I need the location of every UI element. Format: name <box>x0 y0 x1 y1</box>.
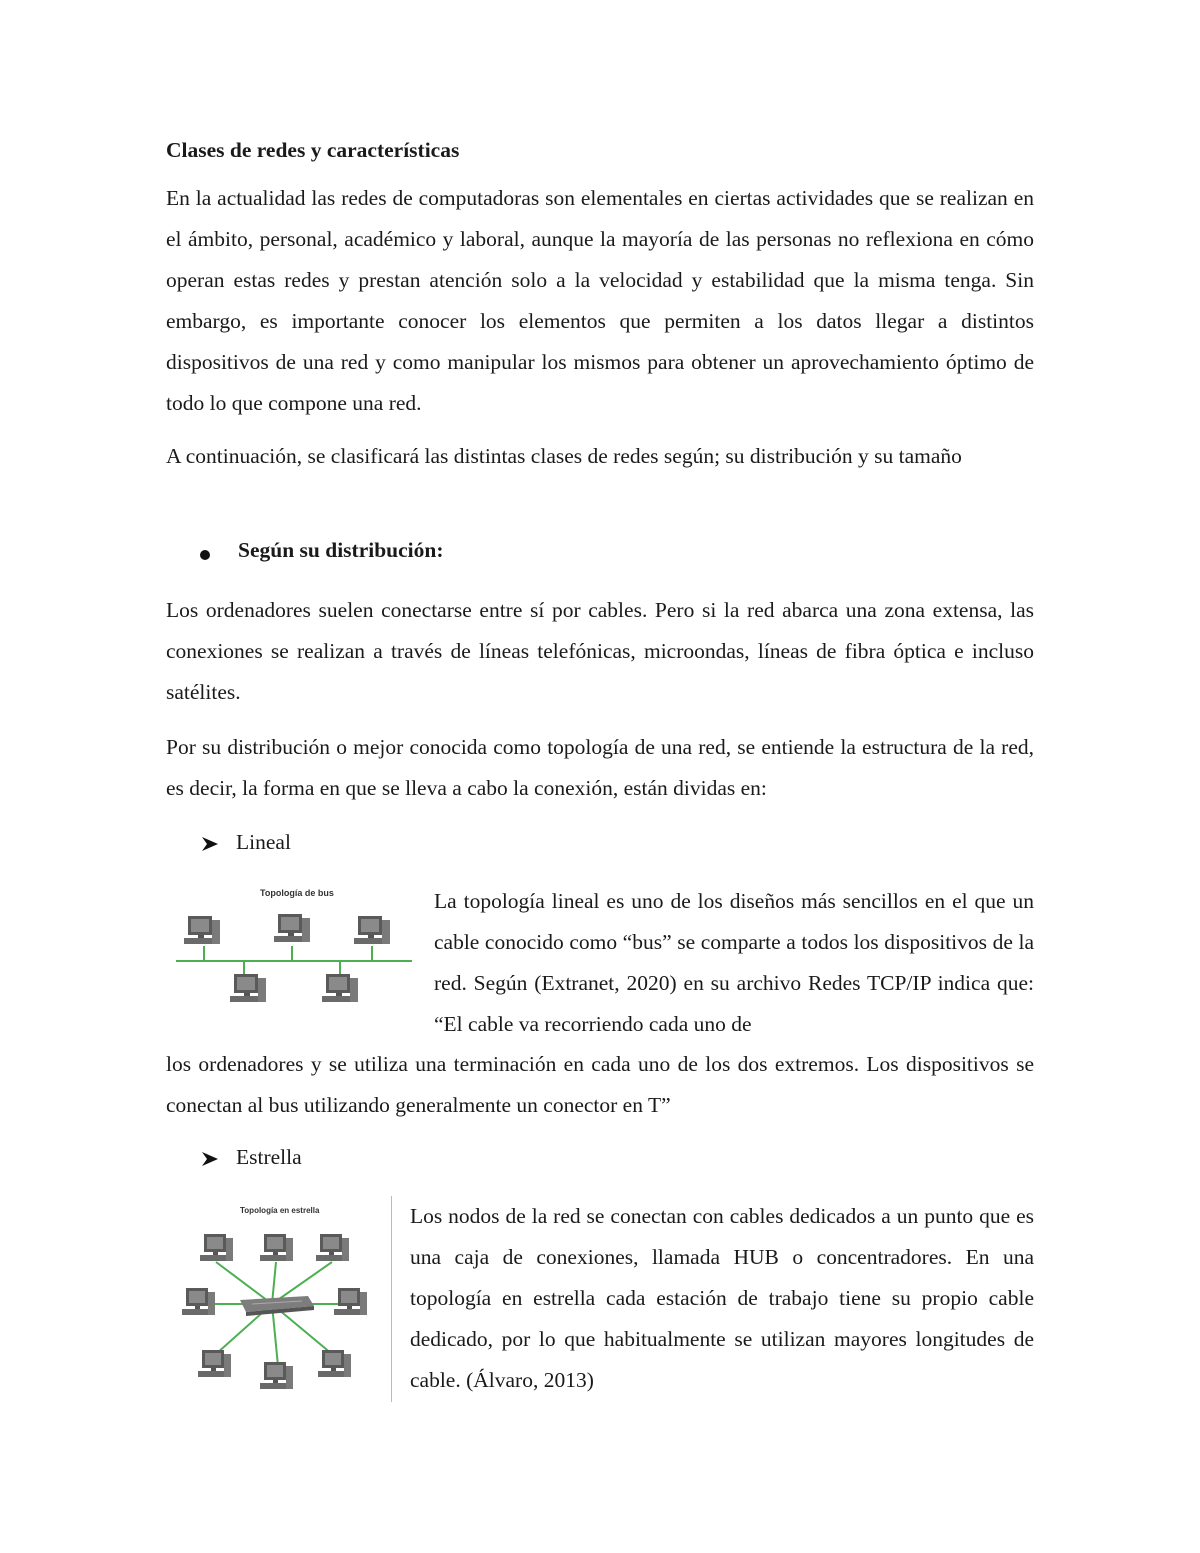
distribution-paragraph-1: Los ordenadores suelen conectarse entre sí por cables. Pero si la red abarca una zona extensa, las conexiones se realizan a través de líneas telefónicas, microondas, líneas de fibra óptica e incluso satélites. <box>166 598 1034 704</box>
lineal-text: La topología lineal es uno de los diseños más sencillos en el que un cable conocido como “bus” se comparte a todos los dispositivos de la red. Según (Extranet, 2020) en su archivo Redes TCP/IP indica que: “El cable va recorriendo cada uno de <box>434 889 1034 1036</box>
figure-divider-line <box>391 1196 392 1402</box>
bullet-dot-icon <box>200 550 210 560</box>
arrowhead-bullet-icon <box>200 1151 220 1167</box>
star-figure-caption: Topología en estrella <box>240 1206 320 1215</box>
bus-topology-figure <box>172 884 416 1014</box>
intro-paragraph: En la actualidad las redes de computadoras son elementales en ciertas actividades que se realizan en el ámbito, personal, académico y laboral, aunque la mayoría de las personas no reflexiona en cómo operan estas redes y prestan atención solo a la velocidad y estabilidad que la misma tenga. Sin embargo, es importante conocer los elementos que permiten a los datos llegar a distintos dispositivos de una red y como manipular los mismos para obtener un aprovechamiento óptimo de todo lo que compone una red. <box>166 186 1034 415</box>
distribution-paragraph-2: Por su distribución o mejor conocida como topología de una red, se entiende la estructura de la red, es decir, la forma en que se lleva a cabo la conexión, están dividas en: <box>166 735 1034 800</box>
lineal-label: Lineal <box>236 830 291 854</box>
hub-icon <box>240 1296 314 1316</box>
star-topology-figure <box>176 1204 382 1400</box>
star-topology-diagram <box>176 1204 382 1400</box>
bullet-heading: Según su distribución: <box>238 538 444 562</box>
classification-paragraph: A continuación, se clasificará las distintas clases de redes según; su distribución y su tamaño <box>166 444 962 468</box>
lineal-text-continued: los ordenadores y se utiliza una terminación en cada uno de los dos extremos. Los dispositivos se conectan al bus utilizando generalmente un conector en T” <box>166 1052 1034 1117</box>
bus-topology-diagram <box>172 884 416 1014</box>
arrowhead-bullet-icon <box>200 836 220 852</box>
estrella-label: Estrella <box>236 1145 302 1169</box>
document-title: Clases de redes y características <box>166 138 460 162</box>
bus-figure-caption: Topología de bus <box>260 888 334 898</box>
estrella-text: Los nodos de la red se conectan con cables dedicados a un punto que es una caja de conexiones, llamada HUB o concentradores. En una topología en estrella cada estación de trabajo tiene su propio cable dedicado, por lo que habitualmente se utilizan mayores longitudes de cable. (Álvaro, 2013) <box>410 1204 1034 1392</box>
